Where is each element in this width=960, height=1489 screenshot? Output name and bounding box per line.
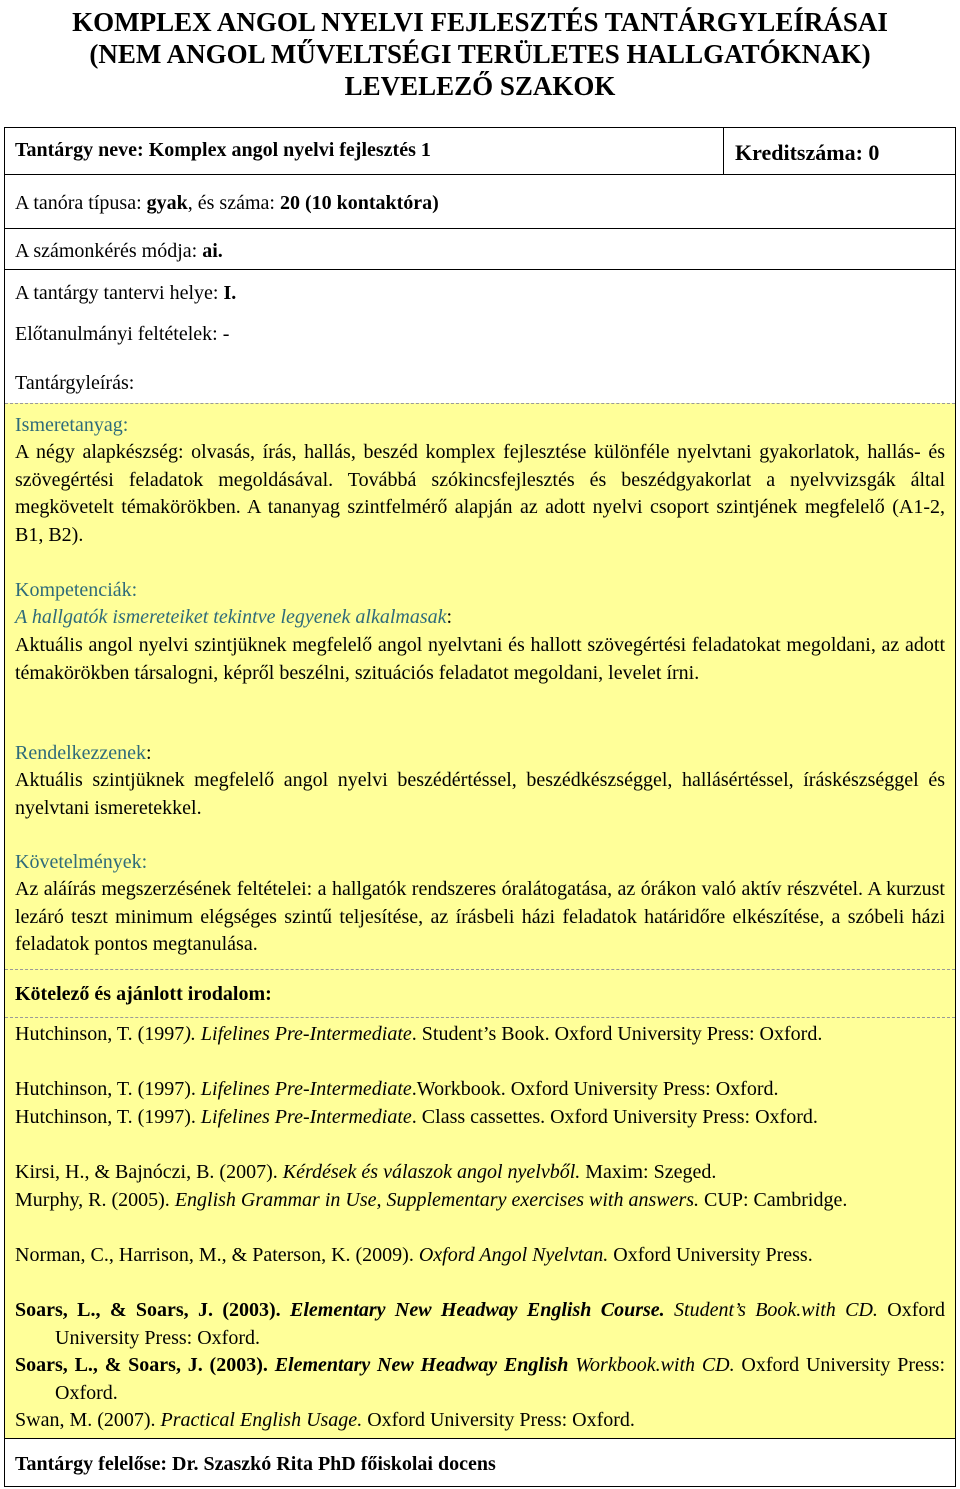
title-line-1: KOMPLEX ANGOL NYELVI FEJLESZTÉS TANTÁRGYLEÍRÁSAI [72,7,888,37]
ref-subtitle: Workbook.with CD. [568,1354,735,1376]
reference-item [15,1242,945,1270]
competencies-sub-text: A hallgatók ismereteiket tekintve legyenek alkalmasak [15,606,447,628]
content-text: A négy alapkészség: olvasás, írás, hallás, beszéd komplex fejlesztése különféle nyelvtani gyakorlatok, hallás- és szövegértési feladatok megoldásával. Továbbá szókincsfejlesztés és beszédgyakorlat a nyelvvizsgák által megkövetelt témakörökben. A tananyag szintfelmérő alapján az adott nyelvi csoport szintjének megfelelő (A1-2, B1, B2). [15,441,945,546]
competencies-heading: Kompetenciák: [15,579,138,601]
ref-publisher: Maxim: Szeged. [580,1161,717,1183]
ref-title: Elementary New Headway English [274,1354,569,1376]
class-type-value: gyak [146,192,188,214]
reference-item [15,1076,945,1104]
competencies-text: Aktuális angol nyelvi szintjüknek megfelelő angol nyelvtani és hallott szövegértési feladatokat megoldani, az adott témakörökben társalogni, képről beszélni, szituációs feladatot megoldani, levelet írni. [15,634,945,684]
responsible-value: Dr. Szaszkó Rita PhD főiskolai docens [172,1453,496,1475]
ref-publisher: .Workbook. Oxford University Press: Oxford. [411,1078,779,1100]
ref-author: Murphy, R. (2005). [15,1189,175,1211]
reference-item [15,1352,945,1407]
place-value: I. [223,282,237,304]
row-divider [5,269,955,270]
ref-publisher: Oxford University Press. [608,1244,813,1266]
ref-publisher: . Student’s Book. Oxford University Press: Oxford. [411,1023,823,1045]
ref-title: Lifelines Pre-Intermediate [200,1106,412,1128]
ref-author: Swan, M. (2007). [15,1409,161,1431]
ref-author: Hutchinson, T. (1997 [15,1023,185,1045]
ref-publisher: . Class cassettes. Oxford University Press: Oxford. [411,1106,818,1128]
dotted-divider [5,1017,955,1018]
title-line-2: (NEM ANGOL MŰVELTSÉGI TERÜLETES HALLGATÓKNAK) [89,39,871,69]
ref-publisher: CUP: Cambridge. [699,1189,848,1211]
ref-publisher: Oxford University Press: Oxford. [362,1409,635,1431]
title-line-3: LEVELEZŐ SZAKOK [344,71,616,101]
reference-item [15,1021,945,1049]
ref-title: Lifelines Pre-Intermediate [200,1078,412,1100]
ref-author: Soars, L., & Soars, J. (2003). [15,1354,275,1376]
ref-author: Norman, C., Harrison, M., & Paterson, K. (2009). [15,1244,419,1266]
class-type-label: A tanóra típusa: [15,192,147,214]
requirements-text: Az aláírás megszerzésének feltételei: a hallgatók rendszeres óralátogatása, az órákon való aktív részvétel. A kurzust lezáró teszt minimum elégséges szintű teljesítése, az írásbeli házi feladatok határidőre elkészítése, a szóbeli házi feladatok pontos megtanulása. [15,878,945,955]
reference-item [15,1297,945,1352]
competencies-sub-colon: : [446,606,453,628]
prerequisites: Előtanulmányi feltételek: - [15,323,230,345]
description-label: Tantárgyleírás: [15,372,135,394]
possess-heading-colon: : [146,742,152,764]
credit-divider [723,128,724,174]
row-divider [5,174,955,175]
course-name [15,138,431,162]
class-type [15,191,439,215]
ref-author: Kirsi, H., & Bajnóczi, B. (2007). [15,1161,283,1183]
ref-author: Soars, L., & Soars, J. (2003). [15,1299,290,1321]
reference-item [15,1159,945,1187]
ref-author: Hutchinson, T. (1997). [15,1078,201,1100]
assessment [15,239,223,263]
description-box [5,403,955,1438]
ref-title: Elementary New Headway English Course. [290,1299,665,1321]
place-label: A tantárgy tantervi helye: [15,282,224,304]
responsible-label: Tantárgy felelőse: [15,1453,173,1475]
course-responsible [15,1452,496,1476]
content-heading: Ismeretanyag: [15,414,129,436]
literature-heading: Kötelező és ajánlott irodalom: [15,983,272,1005]
requirements-heading: Követelmények: [15,851,148,873]
curriculum-place [15,281,236,305]
assessment-value: ai. [202,240,223,262]
ref-publisher: Oxford University Press: Oxford. [55,1299,946,1349]
competencies-sub [15,604,945,632]
reference-item [15,1187,945,1215]
ref-title: Oxford Angol Nyelvtan. [418,1244,609,1266]
class-count-label: , és száma: [187,192,280,214]
row-divider [5,228,955,229]
course-name-value: Komplex angol nyelvi fejlesztés 1 [148,139,431,161]
possess-heading [15,740,945,768]
row-divider [5,1438,955,1439]
ref-publisher: Oxford University Press: Oxford. [55,1354,945,1404]
reference-item [15,1407,945,1435]
possess-heading-text: Rendelkezzenek [15,742,147,764]
ref-title: ). Lifelines Pre-Intermediate [184,1023,412,1045]
class-count-value: 20 (10 kontaktóra) [279,192,439,214]
credit [735,141,879,165]
course-name-label: Tantárgy neve: [15,139,149,161]
ref-subtitle: Student’s Book.with CD. [664,1299,878,1321]
ref-title: English Grammar in Use, Supplementary exercises with answers. [174,1189,700,1211]
credit-value: 0 [868,140,880,165]
course-table [4,127,956,1487]
possess-text: Aktuális szintjüknek megfelelő angol nyelvi beszédértéssel, beszédkészséggel, hallásértéssel, íráskészséggel és nyelvtani ismeretekkel. [15,769,945,819]
credit-label: Kreditszáma: [735,140,869,165]
ref-title: Practical English Usage. [160,1409,363,1431]
assessment-label: A számonkérés módja: [15,240,203,262]
ref-author: Hutchinson, T. (1997). [15,1106,201,1128]
document-title [0,6,960,102]
ref-title: Kérdések és válaszok angol nyelvből. [282,1161,581,1183]
reference-item [15,1104,945,1132]
dotted-divider [5,969,955,970]
dotted-divider [5,403,955,404]
